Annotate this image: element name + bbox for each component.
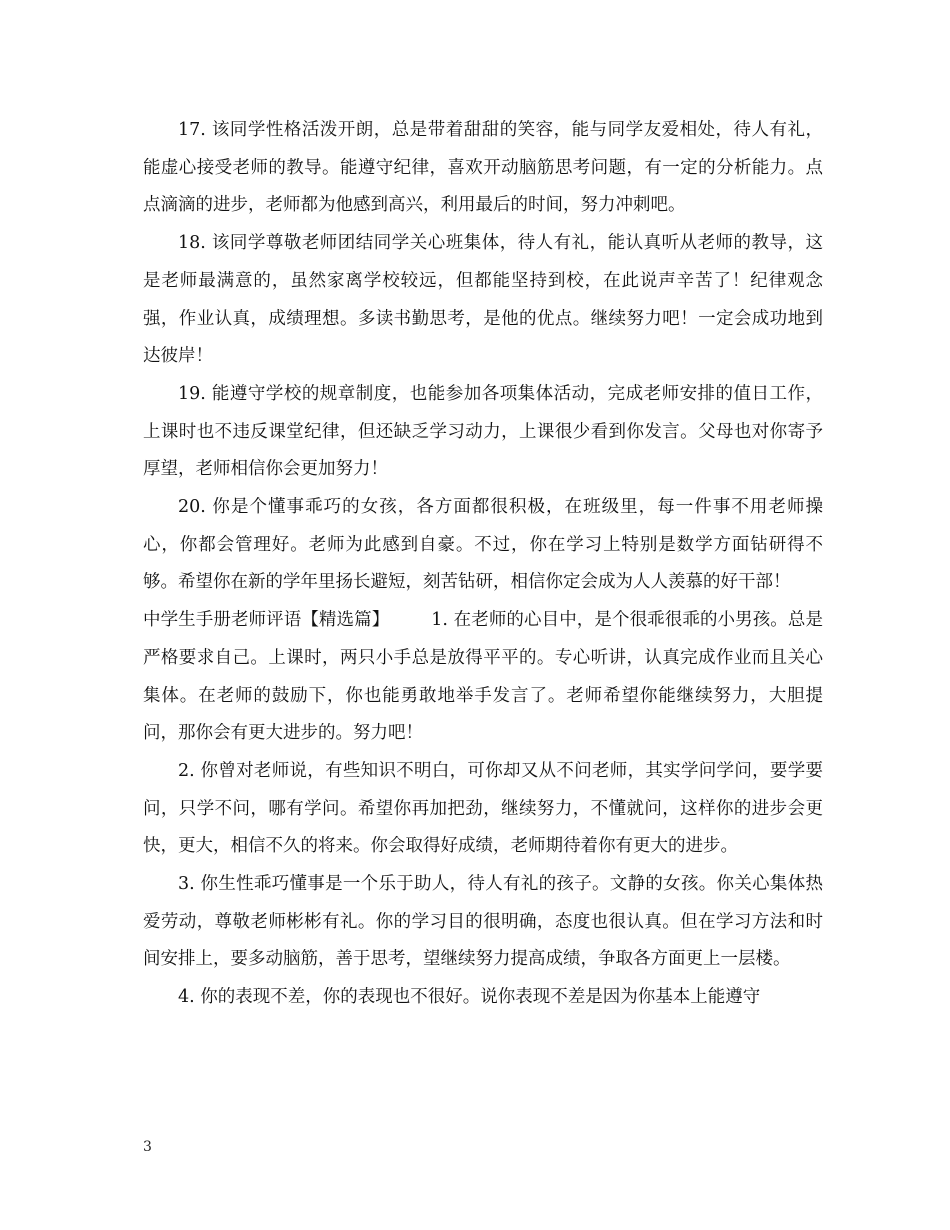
comment-paragraph-17: 17. 该同学性格活泼开朗，总是带着甜甜的笑容，能与同学友爱相处，待人有礼，能虚心接受老师的教导。能遵守纪律，喜欢开动脑筋思考问题，有一定的分析能力。点点滴滴的进步，老师都为他感到高兴，利用最后的时间，努力冲刺吧。	[143, 120, 823, 216]
section-heading-paragraph	[143, 602, 823, 753]
section-heading: 中学生手册老师评语【精选篇】	[143, 610, 390, 631]
comment-paragraph-20: 20. 你是个懂事乖巧的女孩，各方面都很积极，在班级里，每一件事不用老师操心，你都会管理好。老师为此感到自豪。不过，你在学习上特别是数学方面钻研得不够。希望你在新的学年里扬长避短，刻苦钻研，相信你定会成为人人羡慕的好干部！	[143, 497, 823, 593]
comment-paragraph-2: 2. 你曾对老师说，有些知识不明白，可你却又从不问老师，其实学问学问，要学要问，只学不问，哪有学问。希望你再加把劲，继续努力，不懂就问，这样你的进步会更快，更大，相信不久的将来。你会取得好成绩，老师期待着你有更大的进步。	[143, 760, 823, 857]
page-number: 3	[143, 1139, 152, 1155]
document-body	[143, 112, 823, 1017]
comment-paragraph-4: 4. 你的表现不差，你的表现也不很好。说你表现不差是因为你基本上能遵守	[178, 987, 761, 1008]
comment-paragraph-3: 3. 你生性乖巧懂事是一个乐于助人，待人有礼的孩子。文静的女孩。你关心集体热爱劳动，尊敬老师彬彬有礼。你的学习目的很明确，态度也很认真。但在学习方法和时间安排上，要多动脑筋，善于思考，望继续努力提高成绩，争取各方面更上一层楼。	[143, 874, 823, 970]
comment-paragraph-19: 19. 能遵守学校的规章制度，也能参加各项集体活动，完成老师安排的值日工作，上课时也不违反课堂纪律，但还缺乏学习动力，上课很少看到你发言。父母也对你寄予厚望，老师相信你会更加努力！	[143, 383, 823, 480]
comment-paragraph-1: 1. 在老师的心目中，是个很乖很乖的小男孩。总是严格要求自己。上课时，两只小手总是放得平平的。专心听讲，认真完成作业而且关心集体。在老师的鼓励下，你也能勇敢地举手发言了。老师希望你能继续努力，大胆提问，那你会有更大进步的。努力吧！	[143, 610, 823, 744]
comment-paragraph-18: 18. 该同学尊敬老师团结同学关心班集体，待人有礼，能认真听从老师的教导，这是老师最满意的，虽然家离学校较远，但都能坚持到校，在此说声辛苦了！纪律观念强，作业认真，成绩理想。多读书勤思考，是他的优点。继续努力吧！一定会成功地到达彼岸！	[143, 233, 823, 367]
